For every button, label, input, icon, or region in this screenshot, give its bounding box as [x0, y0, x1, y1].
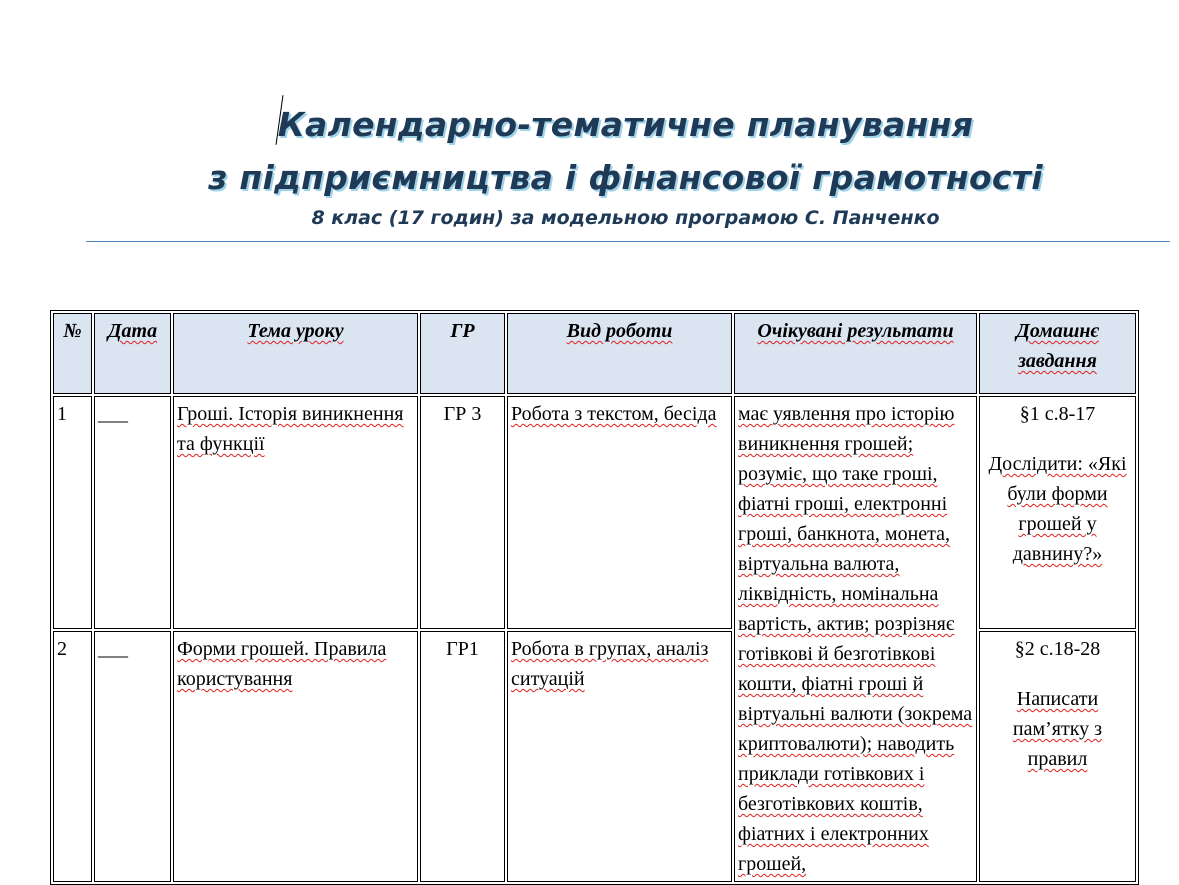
- document-title-line1: Календарно-тематичне планування: [277, 105, 974, 144]
- table-row: [53, 396, 1136, 629]
- planning-table: [50, 310, 1139, 885]
- homework-ref: §1 с.8-17: [1019, 403, 1096, 425]
- homework-task: [983, 449, 1132, 569]
- cell-date[interactable]: ___: [94, 396, 171, 629]
- header-results-label: Очікувані результати: [757, 320, 954, 342]
- document-title-line2: з підприємництва і фінансової грамотності: [208, 158, 1043, 197]
- homework-task-text: Написати пам’ятку з правил: [1012, 687, 1103, 770]
- header-homework-label: Домашнє завдання: [1016, 320, 1099, 372]
- header-date-label: Дата: [107, 320, 158, 342]
- table-header-row: [53, 313, 1136, 394]
- header-topic: [173, 313, 418, 394]
- header-gr: ГР: [420, 313, 505, 394]
- cell-work: [507, 631, 732, 882]
- cell-topic: [173, 631, 418, 882]
- header-date: [94, 313, 171, 394]
- cell-work: [507, 396, 732, 629]
- cell-work-text: Робота в групах, аналіз ситуацій: [511, 637, 709, 690]
- header-homework: [979, 313, 1136, 394]
- header-divider: [86, 241, 1170, 242]
- cell-homework: [979, 631, 1136, 882]
- header-results: [734, 313, 977, 394]
- cell-results-text: має уявлення про історію виникнення грошей; розуміє, що таке гроші, фіатні гроші, електронні гроші, банкнота, монета, віртуальна валюта, ліквідність, номінальна вартість, актив; розрізняє готівкові й безготівкові кошти, фіатні гроші й віртуальні валюти (зокрема криптовалюти); наводить приклади готівкових і безготівкових коштів, фіатних і електронних грошей,: [738, 403, 973, 875]
- cell-topic-text: Гроші. Історія виникнення та функції: [177, 403, 404, 455]
- cell-date[interactable]: ___: [94, 631, 171, 882]
- homework-task: [983, 684, 1132, 774]
- header-work: [507, 313, 732, 394]
- document-subtitle: 8 клас (17 годин) за модельною програмою С. Панченко: [311, 207, 940, 229]
- homework-ref: §2 с.18-28: [1014, 637, 1101, 660]
- cell-topic: [173, 396, 418, 629]
- cell-work-text: Робота з текстом, бесіда: [511, 403, 717, 425]
- cell-homework: [979, 396, 1136, 629]
- cell-gr: ГР1: [420, 631, 505, 882]
- cell-num: 2: [53, 631, 92, 882]
- cell-num: 1: [53, 396, 92, 629]
- homework-task-text: Дослідити: «Які були форми грошей у давнину?»: [988, 453, 1127, 565]
- cell-topic-text: Форми грошей. Правила користування: [177, 637, 387, 690]
- cell-results: [734, 396, 977, 882]
- header-topic-label: Тема уроку: [247, 320, 344, 342]
- header-num: №: [53, 313, 92, 394]
- header-work-label: Вид роботи: [566, 320, 673, 342]
- cell-gr: ГР 3: [420, 396, 505, 629]
